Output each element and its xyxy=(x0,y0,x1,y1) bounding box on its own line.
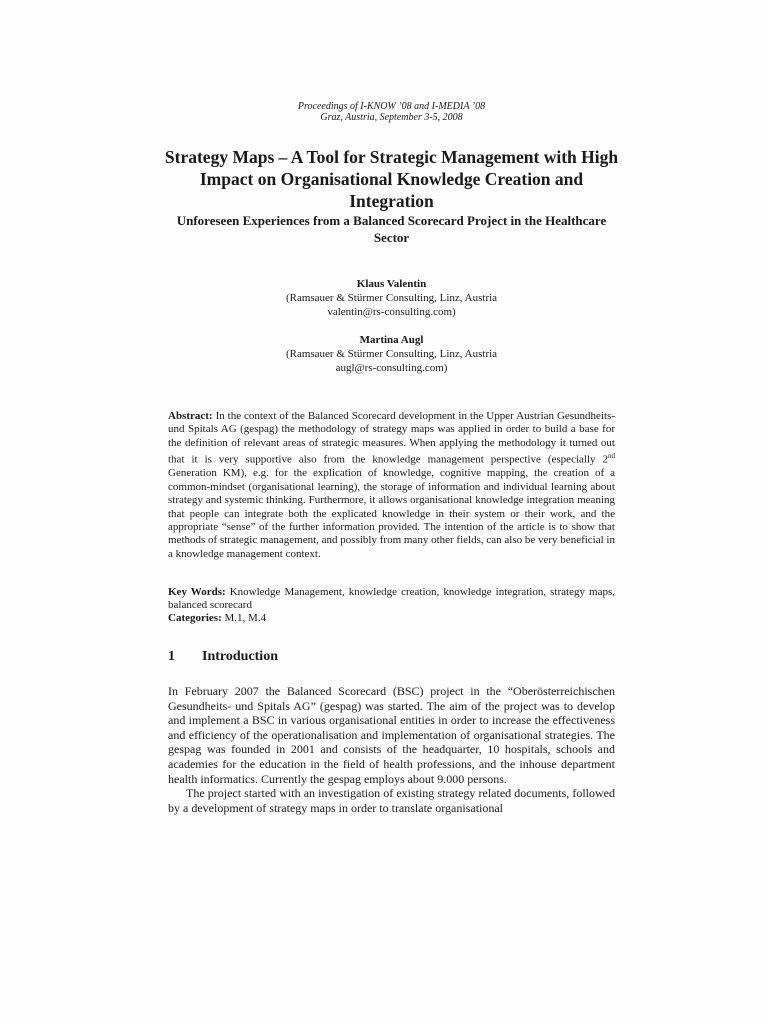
abstract-text-1: In the context of the Balanced Scorecard development in the Upper Austrian Gesundheits- und Spitals AG (gespag) the methodology of strategy maps was applied in order to build a base for the definition of relevant areas of strategic measures. When applying the methodology it turned out that it is very supportive also from the knowledge management perspective (especially 2 xyxy=(168,410,615,466)
categories xyxy=(168,612,615,625)
keywords-label: Key Words: xyxy=(168,586,226,598)
section-number: 1 xyxy=(168,649,175,664)
author-name: Martina Augl xyxy=(359,334,424,346)
keywords xyxy=(168,586,615,613)
proceedings-line-1: Proceedings of I-KNOW ’08 and I-MEDIA ’08 xyxy=(297,101,486,112)
body-paragraph: The project started with an investigation of existing strategy related documents, followed by a development of strategy maps in order to translate organisational xyxy=(168,786,615,815)
section-heading xyxy=(168,649,615,665)
abstract-label: Abstract: xyxy=(168,410,213,422)
author-block xyxy=(168,277,615,319)
abstract xyxy=(168,410,615,561)
proceedings-header xyxy=(168,101,615,123)
author-name: Klaus Valentin xyxy=(356,278,427,290)
author-email: valentin@rs-consulting.com) xyxy=(327,306,456,318)
abstract-superscript: nd xyxy=(608,452,615,461)
author-email: augl@rs-consulting.com) xyxy=(335,362,448,374)
categories-text: M.1, M.4 xyxy=(224,612,267,624)
section-title: Introduction xyxy=(202,649,278,664)
categories-label: Categories: xyxy=(168,612,222,624)
keywords-text: Knowledge Management, knowledge creation, knowledge integration, strategy maps, balanced scorecard xyxy=(168,586,616,612)
abstract-text-2: Generation KM), e.g. for the explication of knowledge, cognitive mapping, the creation of a common-mindset (organisational learning), the storage of information and individual learning about strategy and systemic thinking. Furthermore, it allows organisational knowledge integration meaning that people can integrate both the explicated knowledge in their system or their work, and the appropriate “sense” of the further information provided. The intention of the article is to show that methods of strategic management, and possibly from many other fields, can also be very beneficial in a knowledge management context. xyxy=(168,467,615,560)
proceedings-line-2: Graz, Austria, September 3-5, 2008 xyxy=(320,112,463,123)
paper-subtitle: Unforeseen Experiences from a Balanced Scorecard Project in the Healthcare Sector xyxy=(176,213,607,245)
body-text xyxy=(168,684,615,815)
author-affiliation: (Ramsauer & Stürmer Consulting, Linz, Austria xyxy=(285,292,498,304)
author-affiliation: (Ramsauer & Stürmer Consulting, Linz, Austria xyxy=(285,348,498,360)
body-paragraph: In February 2007 the Balanced Scorecard (BSC) project in the “Oberösterreichischen Gesundheits- und Spitals AG” (gespag) was started. The aim of the project was to develop and implement a BSC in various organisational entities in order to increase the effectiveness and efficiency of the operationalisation and implementation of organisational strategies. The gespag was founded in 2001 and consists of the headquarter, 10 hospitals, schools and academies for the education in the field of health professions, and the inhouse department health informatics. Currently the gespag employs about 9.000 persons. xyxy=(168,684,615,786)
author-block xyxy=(168,333,615,375)
paper-title: Strategy Maps – A Tool for Strategic Management with High Impact on Organisational Knowledge Creation and Integration xyxy=(164,147,619,211)
